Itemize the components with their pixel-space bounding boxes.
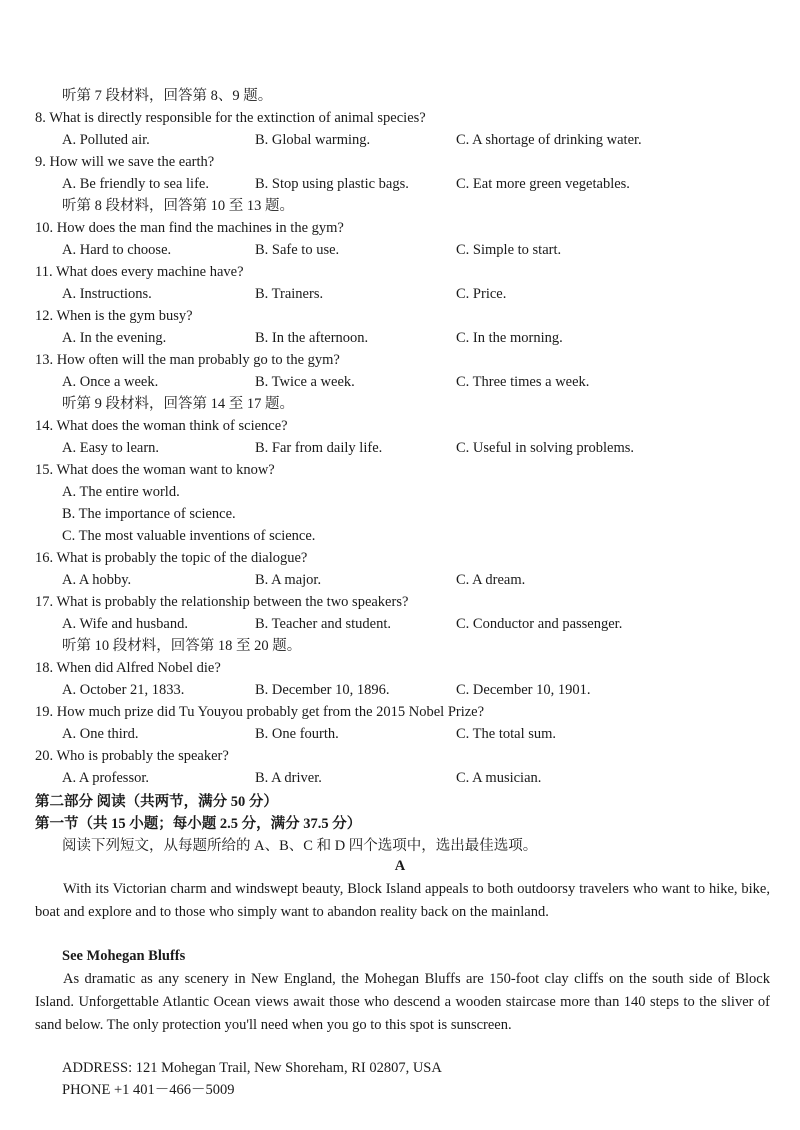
passage-phone: PHONE +1 401－466－5009 (62, 1082, 235, 1098)
question-16-option-a: A. A hobby. (62, 572, 132, 588)
question-13-option-b: B. Twice a week. (255, 374, 355, 390)
question-12-stem: 12. When is the gym busy? (35, 308, 193, 324)
question-16-stem: 16. What is probably the topic of the dialogue? (35, 550, 308, 566)
passage-intro: With its Victorian charm and windswept beauty, Block Island appeals to both outdoorsy travelers who want to hike, bike, boat and explore and to those who simply want to abandon reality back on the mainland. (35, 881, 770, 920)
reading-instruction: 阅读下列短文，从每题所给的 A、B、C 和 D 四个选项中，选出最佳选项。 (62, 838, 538, 854)
question-19-option-b: B. One fourth. (255, 726, 339, 742)
question-19-option-a: A. One third. (62, 726, 139, 742)
question-20-option-b: B. A driver. (255, 770, 322, 786)
question-9-option-b: B. Stop using plastic bags. (255, 176, 409, 192)
question-11-stem: 11. What does every machine have? (35, 264, 244, 280)
question-11-option-a: A. Instructions. (62, 286, 152, 302)
question-17-stem: 17. What is probably the relationship between the two speakers? (35, 594, 409, 610)
question-20-option-a: A. A professor. (62, 770, 149, 786)
question-10-stem: 10. How does the man find the machines in the gym? (35, 220, 344, 236)
question-18-stem: 18. When did Alfred Nobel die? (35, 660, 221, 676)
question-9-stem: 9. How will we save the earth? (35, 154, 215, 170)
section-header-8: 听第 8 段材料，回答第 10 至 13 题。 (62, 198, 294, 214)
question-8-option-a: A. Polluted air. (62, 132, 150, 148)
question-19-option-c: C. The total sum. (456, 726, 557, 742)
question-14-option-c: C. Useful in solving problems. (456, 440, 635, 456)
question-16-option-c: C. A dream. (456, 572, 526, 588)
question-18-option-a: A. October 21, 1833. (62, 682, 185, 698)
question-8-stem: 8. What is directly responsible for the extinction of animal species? (35, 110, 426, 126)
question-16-option-b: B. A major. (255, 572, 322, 588)
question-9-option-a: A. Be friendly to sea life. (62, 176, 209, 192)
question-8-option-b: B. Global warming. (255, 132, 371, 148)
section-header-9: 听第 9 段材料，回答第 14 至 17 题。 (62, 396, 294, 412)
question-20-stem: 20. Who is probably the speaker? (35, 748, 229, 764)
question-9-option-c: C. Eat more green vegetables. (456, 176, 630, 192)
question-8-option-c: C. A shortage of drinking water. (456, 132, 642, 148)
question-10-option-b: B. Safe to use. (255, 242, 340, 258)
question-13-option-a: A. Once a week. (62, 374, 159, 390)
question-13-option-c: C. Three times a week. (456, 374, 590, 390)
passage-label: A (394, 858, 406, 874)
question-15-stem: 15. What does the woman want to know? (35, 462, 275, 478)
question-11-option-b: B. Trainers. (255, 286, 324, 302)
question-15-option-a: A. The entire world. (62, 484, 180, 500)
question-14-option-a: A. Easy to learn. (62, 440, 160, 456)
passage-address: ADDRESS: 121 Mohegan Trail, New Shoreham, RI 02807, USA (62, 1060, 442, 1076)
question-18-option-b: B. December 10, 1896. (255, 682, 390, 698)
question-15-option-b: B. The importance of science. (62, 506, 236, 522)
question-17-option-a: A. Wife and husband. (62, 616, 188, 632)
question-14-stem: 14. What does the woman think of science? (35, 418, 288, 434)
question-17-option-c: C. Conductor and passenger. (456, 616, 623, 632)
question-19-stem: 19. How much prize did Tu Youyou probably get from the 2015 Nobel Prize? (35, 704, 485, 720)
section-header-10: 听第 10 段材料，回答第 18 至 20 题。 (62, 638, 302, 654)
question-17-option-b: B. Teacher and student. (255, 616, 392, 632)
question-13-stem: 13. How often will the man probably go to the gym? (35, 352, 340, 368)
section-header-7: 听第 7 段材料，回答第 8、9 题。 (62, 88, 273, 104)
section-one-title: 第一节（共 15 小题；每小题 2.5 分，满分 37.5 分） (35, 816, 362, 832)
question-11-option-c: C. Price. (456, 286, 507, 302)
passage-heading: See Mohegan Bluffs (62, 948, 186, 964)
question-10-option-a: A. Hard to choose. (62, 242, 172, 258)
question-20-option-c: C. A musician. (456, 770, 542, 786)
question-15-option-c: C. The most valuable inventions of science. (62, 528, 316, 544)
question-12-option-c: C. In the morning. (456, 330, 563, 346)
question-12-option-b: B. In the afternoon. (255, 330, 369, 346)
question-10-option-c: C. Simple to start. (456, 242, 562, 258)
question-14-option-b: B. Far from daily life. (255, 440, 383, 456)
question-12-option-a: A. In the evening. (62, 330, 167, 346)
passage-body: As dramatic as any scenery in New England, the Mohegan Bluffs are 150-foot clay cliffs on the south side of Block Island. Unforgettable Atlantic Ocean views await those who descend a wooden staircase more than 140 steps to the sliver of sand below. The only protection you'll need when you go to this spot is sunscreen. (35, 971, 770, 1033)
question-18-option-c: C. December 10, 1901. (456, 682, 591, 698)
part-two-title: 第二部分 阅读（共两节，满分 50 分） (35, 794, 278, 810)
